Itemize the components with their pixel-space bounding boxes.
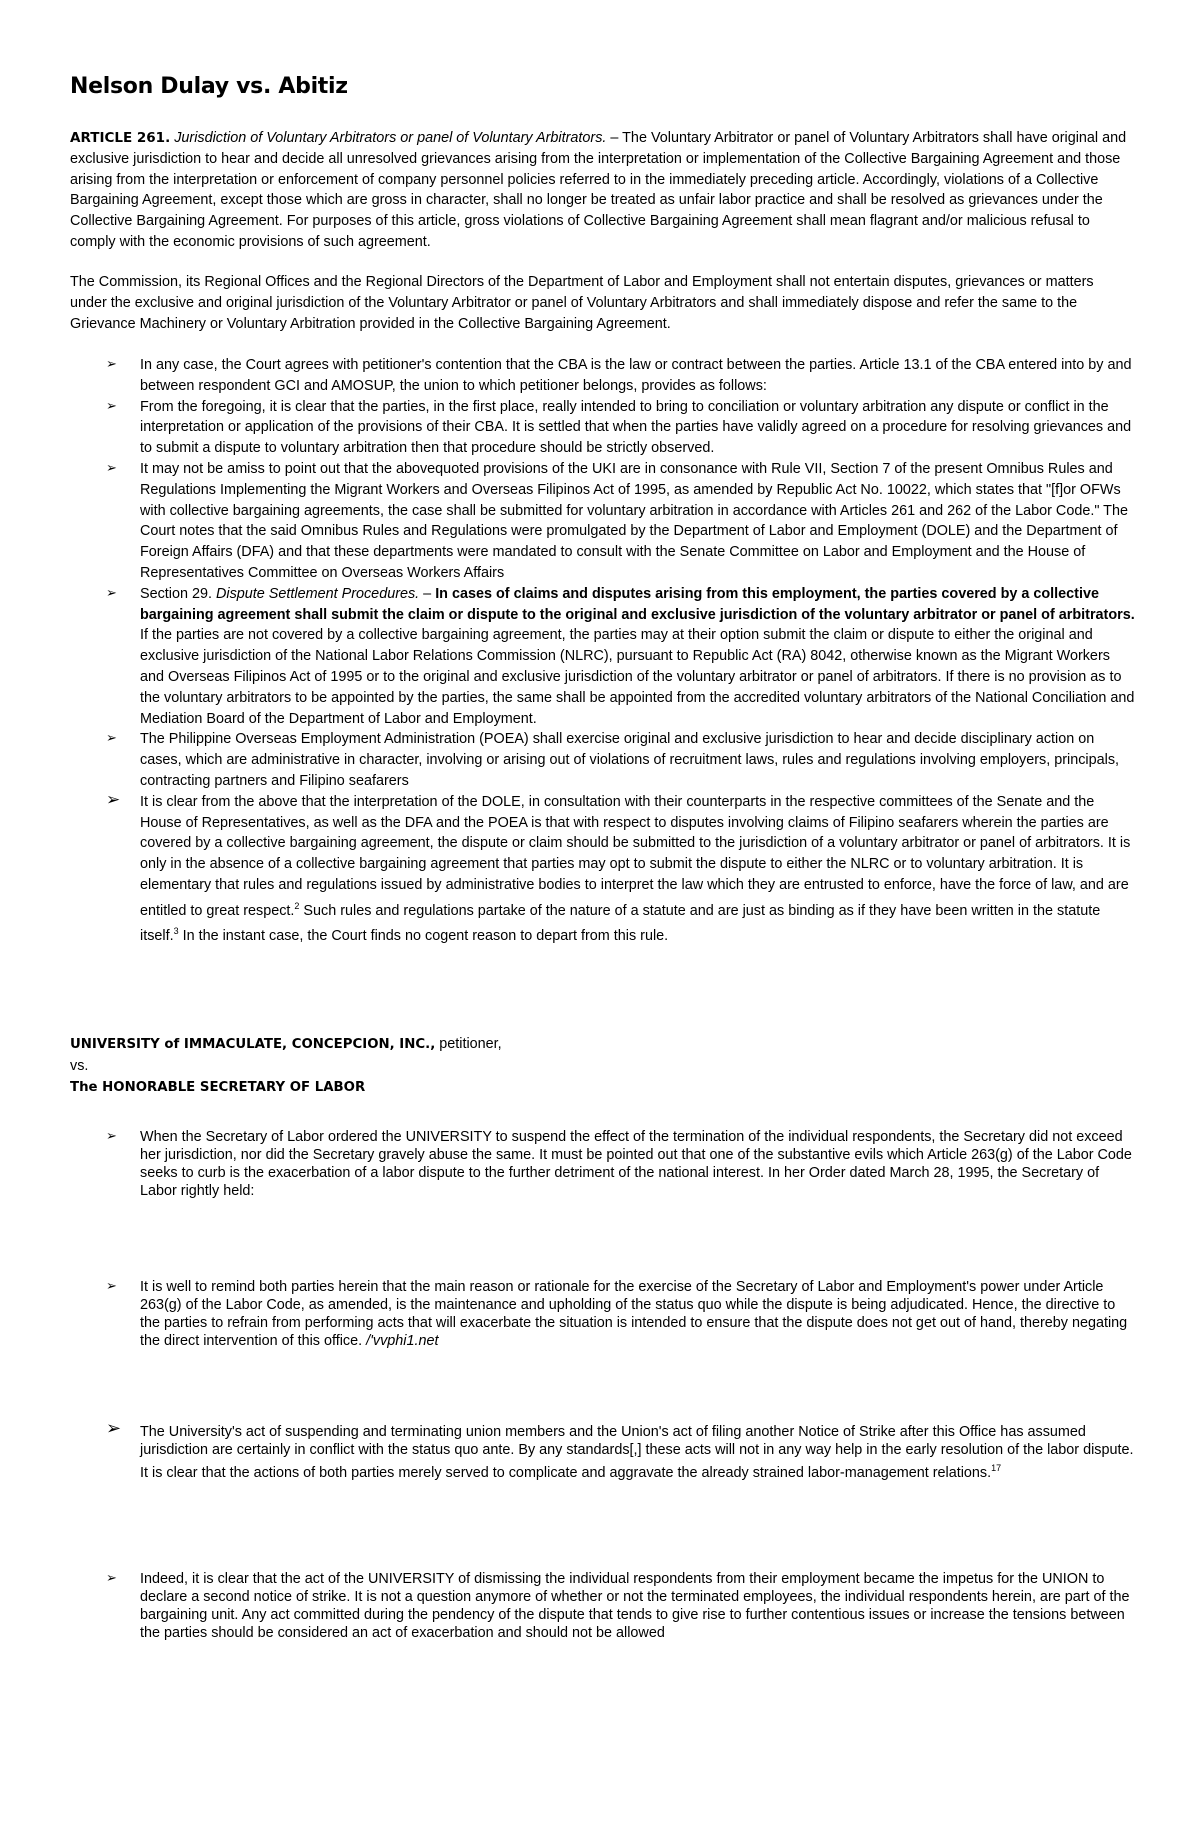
arrow-bullet-icon: ➢ — [106, 789, 121, 810]
list-item — [70, 1278, 1136, 1350]
arrow-bullet-icon: ➢ — [106, 1571, 117, 1586]
list-item-text: The Philippine Overseas Employment Administration (POEA) shall exercise original and exclusive jurisdiction to hear and decide disciplinary action on cases, which are administrative in character, involving or arising out of violations of recruitment laws, rules and regulations involving employers, principals, contracting partners and Filipino seafarers — [140, 731, 1120, 789]
arrow-bullet-icon: ➢ — [106, 1279, 117, 1294]
arrow-bullet-icon: ➢ — [106, 1418, 122, 1439]
list-item-text: Indeed, it is clear that the act of the UNIVERSITY of dismissing the individual respondents from their employment became the impetus for the UNION to declare a second notice of strike. It is not a question anymore of whether or not the terminated employees, the individual respondents herein, are part of the bargaining unit. Any act committed during the pendency of the dispute that tends to give rise to further contentious issues or increase the tensions between the parties should be considered an act of exacerbation and should not be allowed — [140, 1571, 1130, 1641]
list-item — [70, 355, 1136, 397]
footnote-ref: 3 — [173, 926, 179, 937]
watermark-text: /'vvphi1.net — [366, 1333, 439, 1349]
section-29-rest: If the parties are not covered by a collective bargaining agreement, the parties may at their option submit the claim or dispute to either the original and exclusive jurisdiction of the National Labor Relations Commission (NLRC), pursuant to Republic Act (RA) 8042, otherwise known as the Migrant Workers and Overseas Filipinos Act of 1995 or to the original and exclusive jurisdiction of the voluntary arbitrator or panel of arbitrators. If there is no provision as to the voluntary arbitrators to be appointed by the parties, the same shall be appointed from the accredited voluntary arbitrators of the National Conciliation and Mediation Board of the Department of Labor and Employment. — [140, 627, 1135, 727]
list-item-text: It may not be amiss to point out that the abovequoted provisions of the UKI are in consonance with Rule VII, Section 7 of the present Omnibus Rules and Regulations Implementing the Migrant Workers and Overseas Filipinos Act of 1995, as amended by Republic Act No. 10022, which states that "[f]or OFWs with collective bargaining agreements, the case shall be submitted for voluntary arbitration in accordance with Articles 261 and 262 of the Labor Code." The Court notes that the said Omnibus Rules and Regulations were promulgated by the Department of Labor and Employment (DOLE) and the Department of Foreign Affairs (DFA) and that these departments were mandated to consult with the Senate Committee on Labor and Employment and the House of Representatives Committee on Overseas Workers Affairs — [140, 460, 1128, 581]
section-29-label: Section 29. — [140, 585, 217, 602]
footnote-ref: 17 — [991, 1463, 1002, 1473]
list-item-text: When the Secretary of Labor ordered the UNIVERSITY to suspend the effect of the termination of the individual respondents, the Secretary did not exceed her jurisdiction, nor did the Secretary gravely abuse the same. It must be pointed out that one of the substantive evils which Article 263(g) of the Labor Code seeks to curb is the exacerbation of a labor dispute to the further detriment of the national interest. In her Order dated March 28, 1995, the Secretary of Labor rightly held: — [140, 1129, 1132, 1199]
section-29-dash: – — [419, 585, 436, 602]
article-261-paragraph — [70, 128, 1134, 253]
respondent-line — [70, 1077, 502, 1099]
list-item-text: In any case, the Court agrees with petitioner's contention that the CBA is the law or contract between the parties. Article 13.1 of the CBA entered into by and between respondent GCI and AMOSUP, the union to which petitioner belongs, provides as follows: — [140, 357, 1132, 394]
list-item — [70, 789, 1136, 947]
clear-bullet-part3: In the instant case, the Court finds no cogent reason to depart from this rule. — [178, 928, 669, 945]
list-item — [70, 397, 1136, 459]
petitioner-name: UNIVERSITY of IMMACULATE, CONCEPCION, INC., — [70, 1037, 436, 1052]
list-item — [70, 459, 1136, 584]
arrow-bullet-icon: ➢ — [106, 460, 117, 476]
arrow-bullet-icon: ➢ — [106, 398, 117, 414]
footnote-ref: 2 — [294, 900, 300, 911]
article-heading: Jurisdiction of Voluntary Arbitrators or panel of Voluntary Arbitrators. — [174, 130, 607, 146]
clear-bullet-part1: It is clear from the above that the interpretation of the DOLE, in consultation with their counterparts in the respective committees of the Senate and the House of Representatives, as well as the DFA and the POEA is that with respect to disputes involving claims of Filipino seafarers wherein the parties are covered by a collective bargaining agreement, the dispute or claim should be submitted to the jurisdiction of a voluntary arbitrator or panel of arbitrators. It is only in the absence of a collective bargaining agreement that parties may opt to submit the dispute to either the NLRC or to voluntary arbitration. It is elementary that rules and regulations issued by administrative bodies to interpret the law which they are entrusted to enforce, have the force of law, and are entitled to great respect. — [140, 793, 1131, 919]
respondent-name: The HONORABLE SECRETARY OF LABOR — [70, 1079, 366, 1095]
arrow-bullet-icon: ➢ — [106, 731, 117, 747]
article-body: – The Voluntary Arbitrator or panel of Voluntary Arbitrators shall have original and exclusive jurisdiction to hear and decide all unresolved grievances arising from the interpretation or implementation of the Collective Bargaining Agreement and those arising from the interpretation or enforcement of company personnel policies referred to in the immediately preceding article. Accordingly, violations of a Collective Bargaining Agreement, except those which are gross in character, shall no longer be treated as unfair labor practice and shall be resolved as grievances under the Collective Bargaining Agreement. For purposes of this article, gross violations of Collective Bargaining Agreement shall mean flagrant and/or malicious refusal to comply with the economic provisions of such agreement. — [70, 130, 1127, 250]
clear-bullet-part2: Such rules and regulations partake of the nature of a statute and are just as binding as if they have been written in the statute itself. — [140, 902, 1101, 945]
arrow-bullet-icon: ➢ — [106, 1129, 117, 1144]
list-item — [70, 1128, 1136, 1200]
list-item-section-29 — [70, 584, 1136, 730]
list-item — [70, 729, 1136, 791]
commission-paragraph: The Commission, its Regional Offices and the Regional Directors of the Department of Labor and Employment shall not entertain disputes, grievances or matters under the exclusive and original jurisdiction of the Voluntary Arbitrator or panel of Voluntary Arbitrators and shall immediately dispose and refer the same to the Grievance Machinery or Voluntary Arbitration provided in the Collective Bargaining Agreement. — [70, 274, 1094, 332]
petitioner-line — [70, 1034, 502, 1056]
list-item-text: It is well to remind both parties herein that the main reason or rationale for the exercise of the Secretary of Labor and Employment's power under Article 263(g) of the Labor Code, as amended, is the maintenance and upholding of the status quo while the dispute is being adjudicated. Hence, the directive to the parties to refrain from performing acts that will exacerbate the situation is intended to ensure that the dispute does not get out of hand, thereby negating the direct intervention of this office. — [140, 1279, 1128, 1349]
section-29-bold-text: In cases of claims and disputes arising from this employment, the parties covered by a collective bargaining agreement shall submit the claim or dispute to the original and exclusive jurisdiction of the voluntary arbitrator or panel of arbitrators. — [140, 585, 1135, 623]
list-item — [70, 1418, 1136, 1482]
petitioner-role: petitioner, — [435, 1036, 502, 1052]
arrow-bullet-icon: ➢ — [106, 585, 117, 601]
article-label: ARTICLE 261. — [70, 130, 171, 146]
versus-line: vs. — [70, 1057, 89, 1074]
list-item — [70, 1570, 1136, 1642]
bullet-list-dulay — [70, 355, 1136, 947]
arrow-bullet-icon: ➢ — [106, 357, 117, 372]
document-title: Nelson Dulay vs. Abitiz — [70, 74, 348, 99]
list-item-text: The University's act of suspending and terminating union members and the Union's act of filing another Notice of Strike after this Office has assumed jurisdiction are certainly in conflict with the status quo ante. By any standards[,] these acts will not in any way help in the early resolution of the labor dispute. It is clear that the actions of both parties merely served to complicate and aggravate the already strained labor-management relations. — [140, 1424, 1134, 1481]
case-caption — [70, 1034, 502, 1098]
section-29-heading: Dispute Settlement Procedures. — [216, 585, 420, 602]
list-item-text: From the foregoing, it is clear that the parties, in the first place, really intended to bring to conciliation or voluntary arbitration any dispute or conflict in the interpretation or application of the provisions of their CBA. It is settled that when the parties have validly agreed on a procedure for resolving grievances and to submit a dispute to voluntary arbitration then that procedure should be strictly observed. — [140, 398, 1132, 457]
